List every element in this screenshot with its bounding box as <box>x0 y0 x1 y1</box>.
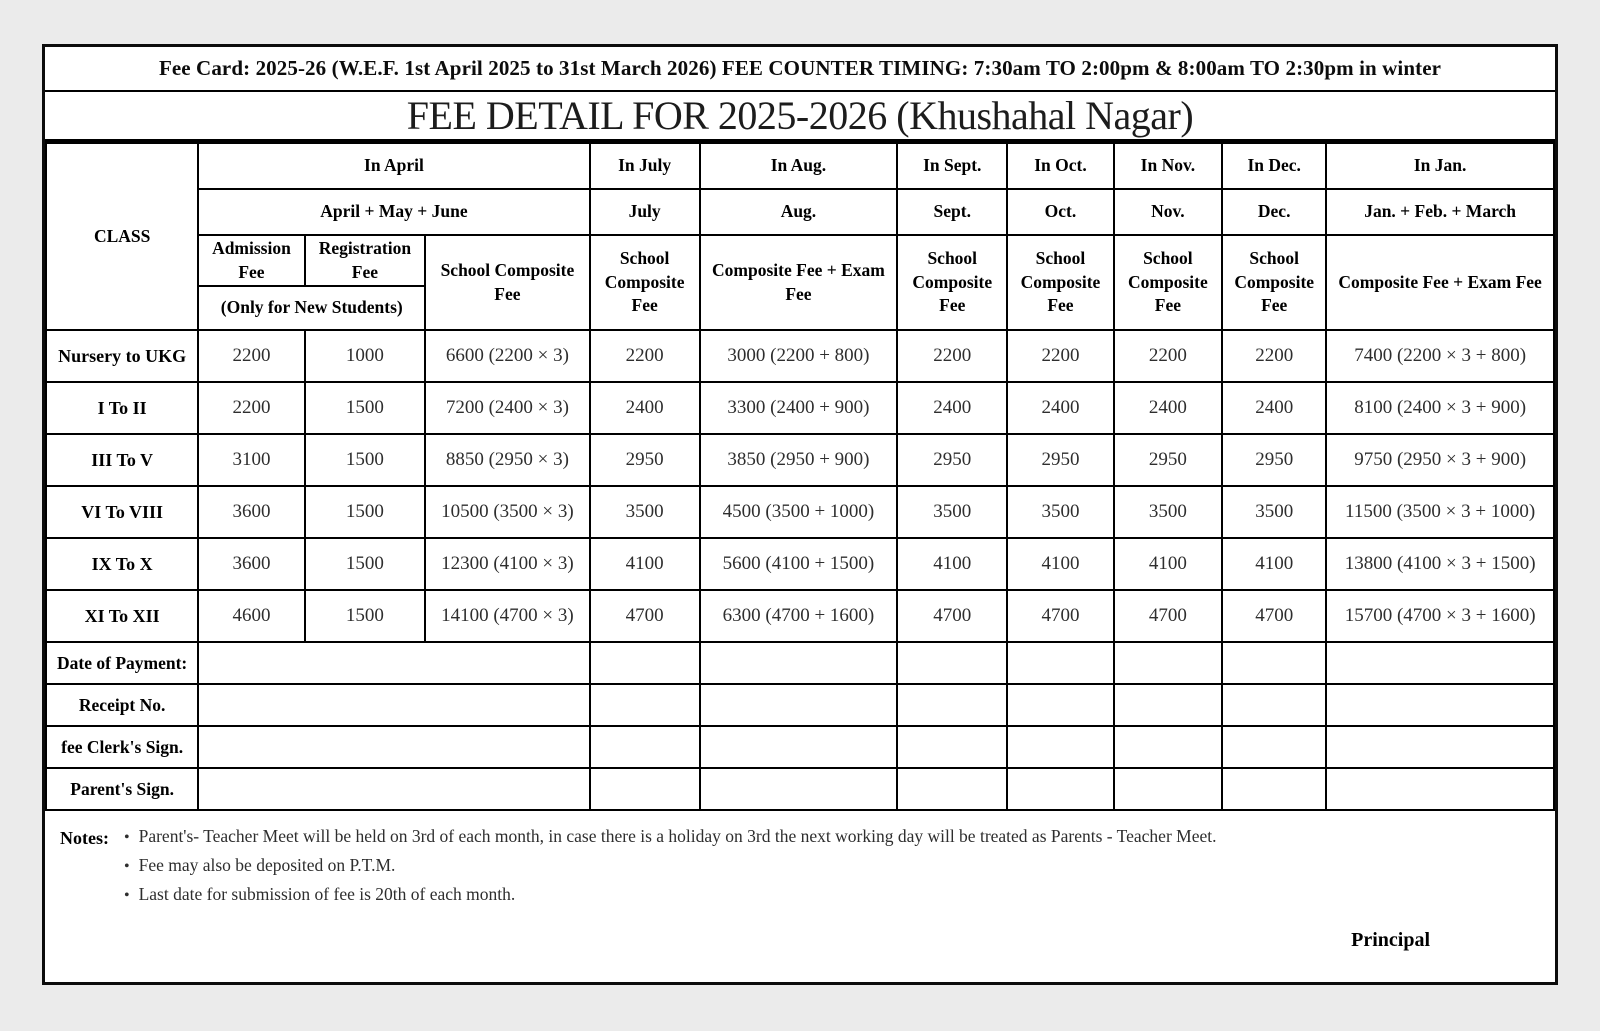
class-label: I To II <box>46 382 198 434</box>
month-header-dec: In Dec. <box>1222 143 1326 189</box>
fee-value-cell: 3500 <box>1007 486 1113 538</box>
fee-value-cell: 2400 <box>897 382 1007 434</box>
fee-value-cell: 7200 (2400 × 3) <box>425 382 589 434</box>
empty-fill-cell <box>1326 642 1554 684</box>
fee-value-cell: 3600 <box>198 486 304 538</box>
new-students-note: (Only for New Students) <box>198 286 425 330</box>
month-header-nov: In Nov. <box>1114 143 1223 189</box>
period-header-row <box>46 189 1554 235</box>
note-item <box>124 857 1217 875</box>
fee-value-cell: 3500 <box>897 486 1007 538</box>
empty-fill-cell <box>1007 684 1113 726</box>
empty-fill-cell <box>1114 726 1223 768</box>
fee-detail-table <box>45 142 1555 811</box>
fee-value-cell: 15700 (4700 × 3 + 1600) <box>1326 590 1554 642</box>
fee-value-cell: 3600 <box>198 538 304 590</box>
fee-type-school-composite-april: School Composite Fee <box>425 235 589 330</box>
fee-value-cell: 14100 (4700 × 3) <box>425 590 589 642</box>
fee-value-cell: 2400 <box>1007 382 1113 434</box>
fee-card-document <box>42 44 1558 985</box>
fee-value-cell: 11500 (3500 × 3 + 1000) <box>1326 486 1554 538</box>
fee-value-cell: 12300 (4100 × 3) <box>425 538 589 590</box>
fee-value-cell: 2950 <box>1222 434 1326 486</box>
empty-fill-cell <box>198 684 589 726</box>
fee-value-cell: 1500 <box>305 434 426 486</box>
fee-value-cell: 3300 (2400 + 900) <box>700 382 898 434</box>
fee-value-cell: 4600 <box>198 590 304 642</box>
class-label: VI To VIII <box>46 486 198 538</box>
month-header-aug: In Aug. <box>700 143 898 189</box>
empty-fill-cell <box>1222 726 1326 768</box>
fee-value-cell: 2200 <box>198 382 304 434</box>
fee-value-cell: 3500 <box>590 486 700 538</box>
fee-type-registration: Registration Fee <box>305 235 426 286</box>
bullet-icon: • <box>123 829 130 847</box>
note-item <box>124 886 1217 904</box>
empty-fill-cell <box>590 684 700 726</box>
fee-clerk-sign-row <box>46 726 1554 768</box>
empty-fill-cell <box>590 642 700 684</box>
class-label: XI To XII <box>46 590 198 642</box>
fee-value-cell: 4100 <box>590 538 700 590</box>
fee-value-cell: 3500 <box>1114 486 1223 538</box>
month-header-row <box>46 143 1554 189</box>
fee-type-school-composite-dec: School Composite Fee <box>1222 235 1326 330</box>
fee-value-cell: 2200 <box>198 330 304 382</box>
page-title: FEE DETAIL FOR 2025-2026 (Khushahal Nagar) <box>45 92 1555 142</box>
period-header-sept: Sept. <box>897 189 1007 235</box>
fee-type-school-composite-oct: School Composite Fee <box>1007 235 1113 330</box>
fee-value-cell: 4500 (3500 + 1000) <box>700 486 898 538</box>
empty-fill-cell <box>700 642 898 684</box>
table-row-iii-v <box>46 434 1554 486</box>
date-of-payment-row <box>46 642 1554 684</box>
note-item <box>124 828 1217 846</box>
empty-fill-cell <box>1007 726 1113 768</box>
empty-fill-cell <box>700 726 898 768</box>
class-label: IX To X <box>46 538 198 590</box>
fee-card-header-line: Fee Card: 2025-26 (W.E.F. 1st April 2025 to 31st March 2026) FEE COUNTER TIMING: 7:30am TO 2:00pm & 8:00am TO 2:30pm in winter <box>45 47 1555 92</box>
empty-fill-cell <box>590 726 700 768</box>
period-header-oct: Oct. <box>1007 189 1113 235</box>
fee-value-cell: 1500 <box>305 590 426 642</box>
class-column-header: CLASS <box>46 143 198 330</box>
fee-value-cell: 4100 <box>1007 538 1113 590</box>
parent-sign-label: Parent's Sign. <box>46 768 198 810</box>
fee-value-cell: 4700 <box>590 590 700 642</box>
fee-value-cell: 4700 <box>1222 590 1326 642</box>
period-header-nov: Nov. <box>1114 189 1223 235</box>
class-label: Nursery to UKG <box>46 330 198 382</box>
fee-value-cell: 2200 <box>1007 330 1113 382</box>
table-row-nursery-ukg <box>46 330 1554 382</box>
date-of-payment-label: Date of Payment: <box>46 642 198 684</box>
receipt-no-row <box>46 684 1554 726</box>
period-header-april: April + May + June <box>198 189 589 235</box>
table-row-xi-xii <box>46 590 1554 642</box>
period-header-july: July <box>590 189 700 235</box>
fee-type-composite-exam-aug: Composite Fee + Exam Fee <box>700 235 898 330</box>
empty-fill-cell <box>1114 642 1223 684</box>
fee-value-cell: 9750 (2950 × 3 + 900) <box>1326 434 1554 486</box>
principal-signature-label: Principal <box>1351 929 1430 952</box>
empty-fill-cell <box>1114 768 1223 810</box>
fee-value-cell: 1000 <box>305 330 426 382</box>
empty-fill-cell <box>198 642 589 684</box>
table-row-ix-x <box>46 538 1554 590</box>
empty-fill-cell <box>700 768 898 810</box>
empty-fill-cell <box>1326 768 1554 810</box>
empty-fill-cell <box>700 684 898 726</box>
fee-value-cell: 2400 <box>1114 382 1223 434</box>
fee-value-cell: 2950 <box>1114 434 1223 486</box>
bullet-icon: • <box>123 887 130 905</box>
fee-value-cell: 2400 <box>590 382 700 434</box>
empty-fill-cell <box>897 726 1007 768</box>
fee-type-composite-exam-jan: Composite Fee + Exam Fee <box>1326 235 1554 330</box>
period-header-dec: Dec. <box>1222 189 1326 235</box>
fee-value-cell: 7400 (2200 × 3 + 800) <box>1326 330 1554 382</box>
fee-value-cell: 3850 (2950 + 900) <box>700 434 898 486</box>
notes-list <box>124 828 1217 915</box>
empty-fill-cell <box>590 768 700 810</box>
fee-value-cell: 2200 <box>1222 330 1326 382</box>
fee-value-cell: 2950 <box>897 434 1007 486</box>
fee-value-cell: 1500 <box>305 382 426 434</box>
fee-value-cell: 4100 <box>1222 538 1326 590</box>
fee-value-cell: 2200 <box>897 330 1007 382</box>
empty-fill-cell <box>1326 684 1554 726</box>
fee-value-cell: 3100 <box>198 434 304 486</box>
fee-value-cell: 2400 <box>1222 382 1326 434</box>
period-header-jan: Jan. + Feb. + March <box>1326 189 1554 235</box>
empty-fill-cell <box>897 768 1007 810</box>
fee-value-cell: 6300 (4700 + 1600) <box>700 590 898 642</box>
fee-value-cell: 2950 <box>1007 434 1113 486</box>
fee-type-admission: Admission Fee <box>198 235 304 286</box>
fee-type-school-composite-sept: School Composite Fee <box>897 235 1007 330</box>
fee-value-cell: 2950 <box>590 434 700 486</box>
fee-value-cell: 3500 <box>1222 486 1326 538</box>
fee-value-cell: 1500 <box>305 486 426 538</box>
empty-fill-cell <box>1222 642 1326 684</box>
empty-fill-cell <box>1007 768 1113 810</box>
table-row-vi-viii <box>46 486 1554 538</box>
fee-value-cell: 8100 (2400 × 3 + 900) <box>1326 382 1554 434</box>
period-header-aug: Aug. <box>700 189 898 235</box>
fee-type-header-row <box>46 235 1554 286</box>
receipt-no-label: Receipt No. <box>46 684 198 726</box>
table-row-i-ii <box>46 382 1554 434</box>
month-header-april: In April <box>198 143 589 189</box>
empty-fill-cell <box>1222 768 1326 810</box>
notes-label: Notes: <box>60 828 109 849</box>
fee-value-cell: 1500 <box>305 538 426 590</box>
fee-value-cell: 6600 (2200 × 3) <box>425 330 589 382</box>
month-header-jan: In Jan. <box>1326 143 1554 189</box>
parent-sign-row <box>46 768 1554 810</box>
empty-fill-cell <box>198 726 589 768</box>
note-text: Fee may also be deposited on P.T.M. <box>138 855 396 876</box>
month-header-sept: In Sept. <box>897 143 1007 189</box>
fee-value-cell: 2200 <box>1114 330 1223 382</box>
fee-value-cell: 4700 <box>897 590 1007 642</box>
empty-fill-cell <box>198 768 589 810</box>
month-header-july: In July <box>590 143 700 189</box>
fee-value-cell: 4700 <box>1007 590 1113 642</box>
fee-value-cell: 4700 <box>1114 590 1223 642</box>
month-header-oct: In Oct. <box>1007 143 1113 189</box>
fee-clerk-sign-label: fee Clerk's Sign. <box>46 726 198 768</box>
note-text: Last date for submission of fee is 20th of each month. <box>138 884 516 905</box>
fee-value-cell: 5600 (4100 + 1500) <box>700 538 898 590</box>
note-text: Parent's- Teacher Meet will be held on 3rd of each month, in case there is a holiday on 3rd the next working day will be treated as Parents - Teacher Meet. <box>138 826 1217 847</box>
bullet-icon: • <box>123 858 130 876</box>
fee-value-cell: 13800 (4100 × 3 + 1500) <box>1326 538 1554 590</box>
fee-value-cell: 8850 (2950 × 3) <box>425 434 589 486</box>
empty-fill-cell <box>1326 726 1554 768</box>
fee-value-cell: 2200 <box>590 330 700 382</box>
fee-value-cell: 3000 (2200 + 800) <box>700 330 898 382</box>
fee-type-school-composite-july: School Composite Fee <box>590 235 700 330</box>
class-label: III To V <box>46 434 198 486</box>
empty-fill-cell <box>1222 684 1326 726</box>
empty-fill-cell <box>897 642 1007 684</box>
fee-type-school-composite-nov: School Composite Fee <box>1114 235 1223 330</box>
empty-fill-cell <box>1007 642 1113 684</box>
empty-fill-cell <box>1114 684 1223 726</box>
fee-value-cell: 4100 <box>1114 538 1223 590</box>
empty-fill-cell <box>897 684 1007 726</box>
notes-section <box>45 811 1555 952</box>
fee-value-cell: 10500 (3500 × 3) <box>425 486 589 538</box>
fee-value-cell: 4100 <box>897 538 1007 590</box>
